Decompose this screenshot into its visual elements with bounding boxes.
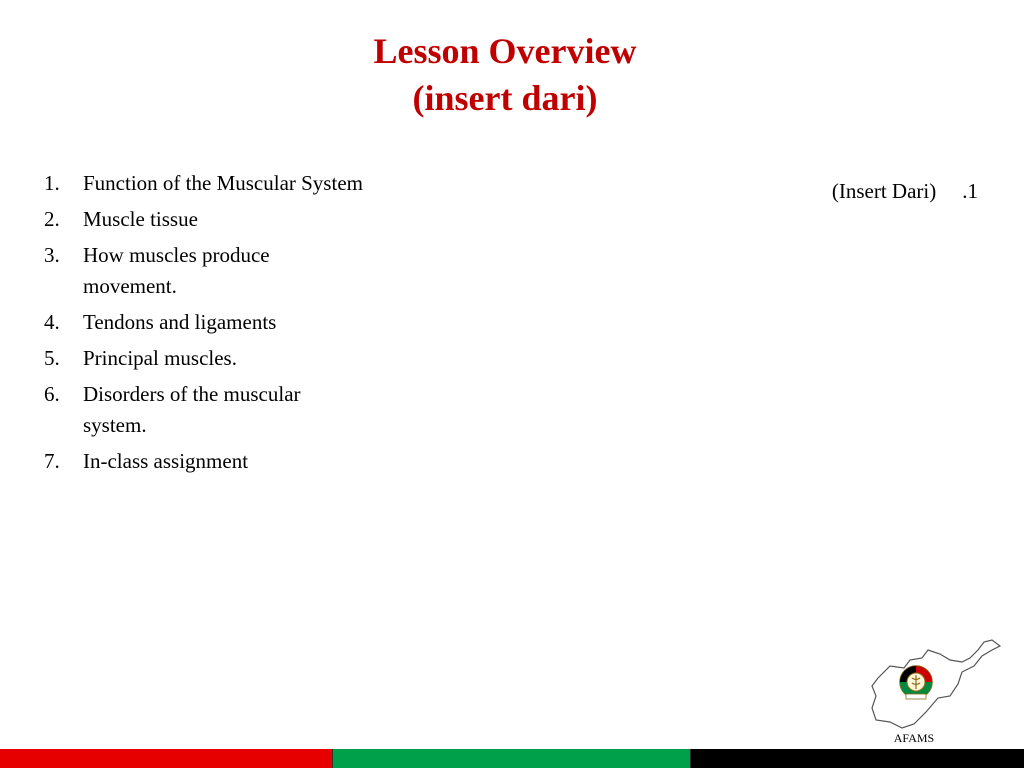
lesson-item-text: Function of the Muscular System [83,171,363,195]
slide-title-line1: Lesson Overview [373,31,637,71]
lesson-item-text: Disorders of the muscular system. [83,382,301,437]
slide-title [0,28,1010,122]
afghanistan-map-outline [872,640,1000,728]
lesson-item [40,379,440,441]
lesson-item-number: 2. [44,207,60,231]
lesson-list [40,168,440,482]
dari-item-number: .1 [962,179,978,203]
lesson-item-text: Muscle tissue [83,207,198,231]
stripe-green [333,749,691,768]
footer-label: AFAMS [893,731,935,745]
footer-color-stripe [0,749,1024,768]
lesson-item-number: 6. [44,382,60,406]
stripe-red [0,749,333,768]
lesson-item-text: Principal muscles. [83,346,237,370]
lesson-item [40,168,440,199]
lesson-item [40,446,440,477]
lesson-item-number: 5. [44,346,60,370]
slide-title-line2: (insert dari) [412,78,598,118]
lesson-item-number: 1. [44,171,60,195]
lesson-item-text: How muscles produce movement. [83,243,270,298]
lesson-item [40,240,440,302]
lesson-item-text: Tendons and ligaments [83,310,277,334]
stripe-black [691,749,1024,768]
lesson-item-text: In-class assignment [83,449,249,473]
lesson-item [40,307,440,338]
lesson-item-number: 4. [44,310,60,334]
dari-item-text: (Insert Dari) [831,179,937,203]
dari-list-item [832,176,978,207]
lesson-item-number: 7. [44,449,60,473]
lesson-item [40,343,440,374]
lesson-item [40,204,440,235]
lesson-item-number: 3. [44,243,60,267]
afams-seal-icon [900,666,932,699]
afghanistan-map-emblem-icon [866,636,1002,732]
